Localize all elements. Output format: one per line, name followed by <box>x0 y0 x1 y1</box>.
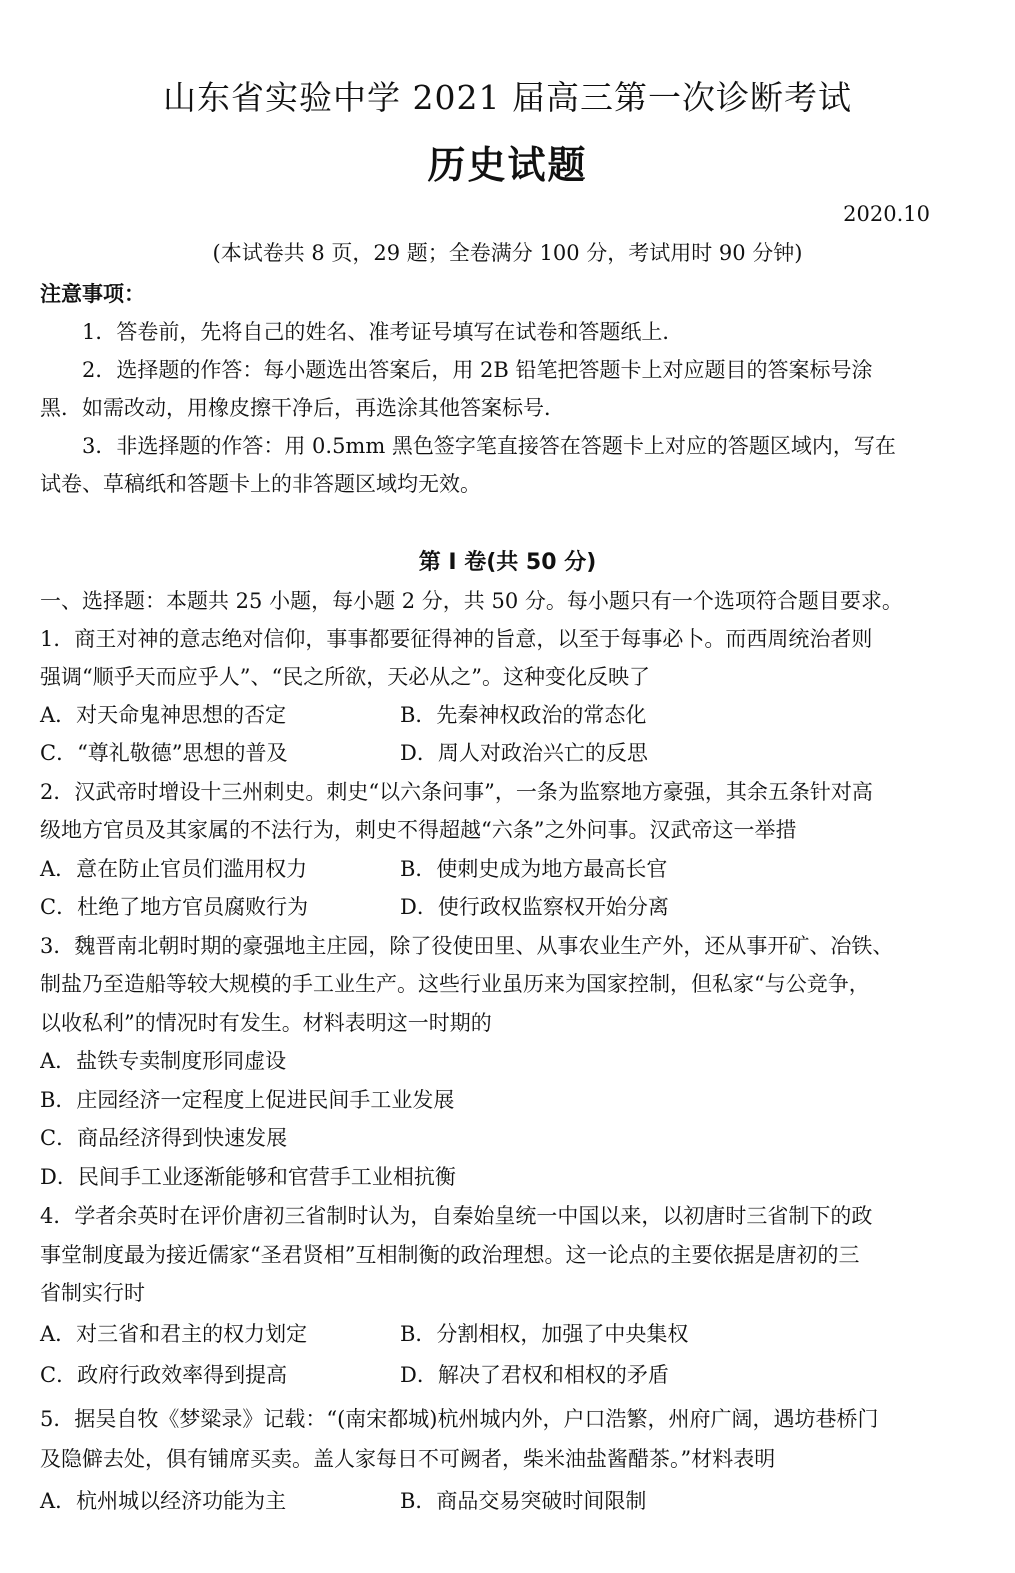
option-d: D．使行政权监察权开始分离 <box>400 895 669 919</box>
question-text: 3．魏晋南北朝时期的豪强地主庄园，除了役使田里、从事农业生产外，还从事开矿、冶铁、 <box>40 934 894 958</box>
question-text: 4．学者余英时在评价唐初三省制时认为，自秦始皇统一中国以来，以初唐时三省制下的政 <box>40 1204 873 1228</box>
option-d: D．民间手工业逐渐能够和官营手工业相抗衡 <box>40 1165 456 1189</box>
option-a: A．杭州城以经济功能为主 <box>40 1489 287 1513</box>
option-c: C．政府行政效率得到提高 <box>40 1363 288 1387</box>
option-c: C．商品经济得到快速发展 <box>40 1126 288 1150</box>
option-row <box>40 1486 980 1516</box>
question-text: 1．商王对神的意志绝对信仰，事事都要征得神的旨意，以至于每事必卜。而西周统治者则 <box>40 627 873 651</box>
option-a: A．对三省和君主的权力划定 <box>40 1322 308 1346</box>
question-text: 制盐乃至造船等较大规模的手工业生产。这些行业虽历来为国家控制，但私家“与公竞争， <box>40 972 870 996</box>
option-b: B．使刺史成为地方最高长官 <box>400 857 668 881</box>
option-b: B．商品交易突破时间限制 <box>400 1489 647 1513</box>
option-row <box>40 1360 980 1390</box>
option-a: A．对天命鬼神思想的否定 <box>40 703 287 727</box>
exam-date: 2020.10 <box>843 202 930 226</box>
exam-meta: (本试卷共 8 页，29 题；全卷满分 100 分，考试用时 90 分钟) <box>212 241 803 265</box>
exam-title: 山东省实验中学 2021 届高三第一次诊断考试 <box>163 78 852 117</box>
notice-item-continued: 黑．如需改动，用橡皮擦干净后，再选涂其他答案标号． <box>40 396 565 420</box>
notice-label: 注意事项： <box>40 282 145 306</box>
question-text: 5．据吴自牧《梦粱录》记载：“(南宋都城)杭州城内外，户口浩繁，州府广阔，遇坊巷桥门 <box>40 1407 879 1431</box>
option-a: A．盐铁专卖制度形同虚设 <box>40 1049 287 1073</box>
option-a: A．意在防止官员们滥用权力 <box>40 857 308 881</box>
option-b: B．庄园经济一定程度上促进民间手工业发展 <box>40 1088 455 1112</box>
notice-item-continued: 试卷、草稿纸和答题卡上的非答题区域均无效。 <box>40 472 481 496</box>
notice-item: 2．选择题的作答：每小题选出答案后，用 2B 铅笔把答题卡上对应题目的答案标号涂 <box>82 358 873 382</box>
question-text: 级地方官员及其家属的不法行为，刺史不得超越“六条”之外问事。汉武帝这一举措 <box>40 818 797 842</box>
option-row <box>40 1319 980 1349</box>
question-text: 及隐僻去处，俱有铺席买卖。盖人家每日不可阙者，柴米油盐酱醋茶。”材料表明 <box>40 1447 776 1471</box>
option-b: B．先秦神权政治的常态化 <box>400 703 647 727</box>
option-row <box>40 854 980 884</box>
question-text: 以收私利”的情况时有发生。材料表明这一时期的 <box>40 1011 492 1035</box>
section-title: 第 I 卷(共 50 分) <box>418 550 597 575</box>
option-c: C．“尊礼敬德”思想的普及 <box>40 741 288 765</box>
notice-item: 3．非选择题的作答：用 0.5mm 黑色签字笔直接答在答题卡上对应的答题区域内，写在 <box>82 434 896 458</box>
question-text: 事堂制度最为接近儒家“圣君贤相”互相制衡的政治理想。这一论点的主要依据是唐初的三 <box>40 1243 860 1267</box>
section-instruction: 一、选择题：本题共 25 小题，每小题 2 分，共 50 分。每小题只有一个选项符合题目要求。 <box>40 589 903 613</box>
notice-item: 1．答卷前，先将自己的姓名、准考证号填写在试卷和答题纸上． <box>82 320 684 344</box>
question-text: 省制实行时 <box>40 1281 145 1305</box>
option-d: D．解决了君权和相权的矛盾 <box>400 1363 669 1387</box>
option-c: C．杜绝了地方官员腐败行为 <box>40 895 309 919</box>
exam-subject: 历史试题 <box>427 143 588 187</box>
option-row <box>40 892 980 922</box>
option-row <box>40 700 980 730</box>
option-b: B．分割相权，加强了中央集权 <box>400 1322 689 1346</box>
question-text: 强调“顺乎天而应乎人”、“民之所欲，天必从之”。这种变化反映了 <box>40 665 650 689</box>
question-text: 2．汉武帝时增设十三州刺史。刺史“以六条问事”，一条为监察地方豪强，其余五条针对高 <box>40 780 873 804</box>
option-d: D．周人对政治兴亡的反思 <box>400 741 648 765</box>
option-row <box>40 738 980 768</box>
